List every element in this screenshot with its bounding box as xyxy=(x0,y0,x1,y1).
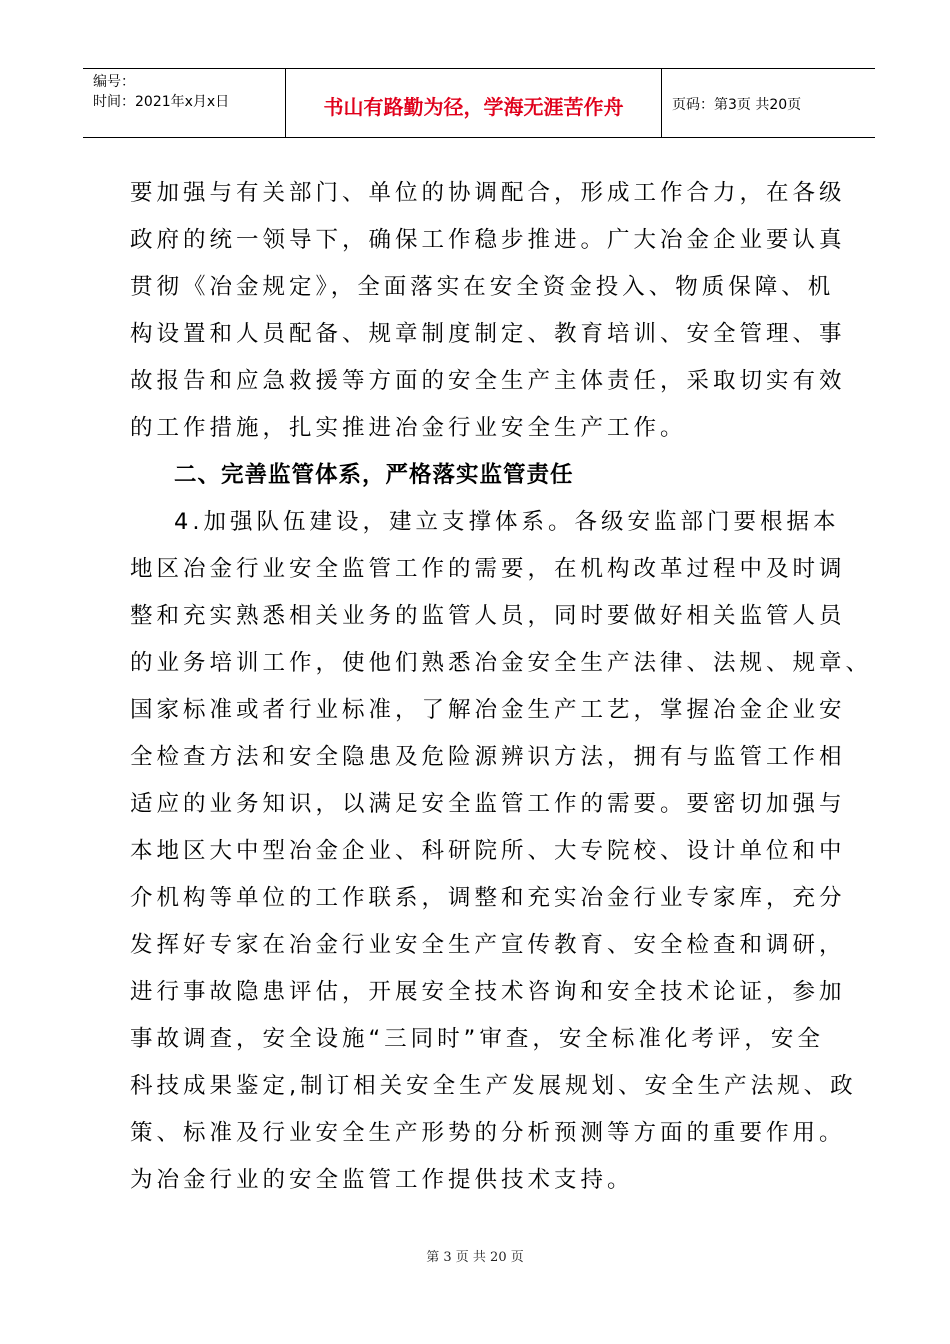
document-time-label: 时间：2021年x月x日 xyxy=(93,94,230,110)
body-line: 要加强与有关部门、单位的协调配合，形成工作合力，在各级 xyxy=(130,180,846,206)
body-line: 的业务培训工作，使他们熟悉冶金安全生产法律、法规、规章、 xyxy=(130,650,873,676)
document-number-label: 编号： xyxy=(93,74,135,90)
page-footer: 第 3 页 共 20 页 xyxy=(426,1250,524,1265)
body-line: 贯彻《冶金规定》，全面落实在安全资金投入、物质保障、机 xyxy=(130,274,835,300)
body-line: 适应的业务知识，以满足安全监管工作的需要。要密切加强与 xyxy=(130,791,846,817)
body-line: 政府的统一领导下，确保工作稳步推进。广大冶金企业要认真 xyxy=(130,227,846,253)
body-line: 4.加强队伍建设，建立支撑体系。各级安监部门要根据本 xyxy=(174,509,840,535)
header-meta-cell xyxy=(83,69,286,137)
motto-text: 书山有路勤为径，学海无涯苦作舟 xyxy=(323,95,624,119)
body-line: 的工作措施，扎实推进冶金行业安全生产工作。 xyxy=(130,415,687,441)
body-line: 事故调查，安全设施“三同时”审查，安全标准化考评，安全 xyxy=(130,1026,824,1052)
body-line: 全检查方法和安全隐患及危险源辨识方法，拥有与监管工作相 xyxy=(130,744,846,770)
body-line: 构设置和人员配备、规章制度制定、教育培训、安全管理、事 xyxy=(130,321,846,347)
header-page-cell xyxy=(662,69,875,137)
body-line: 本地区大中型冶金企业、科研院所、大专院校、设计单位和中 xyxy=(130,838,846,864)
body-line: 为冶金行业的安全监管工作提供技术支持。 xyxy=(130,1167,634,1193)
body-line: 进行事故隐患评估，开展安全技术咨询和安全技术论证，参加 xyxy=(130,979,846,1005)
body-line: 地区冶金行业安全监管工作的需要，在机构改革过程中及时调 xyxy=(130,556,846,582)
section-heading: 二、完善监管体系，严格落实监管责任 xyxy=(174,462,574,488)
document-body xyxy=(130,170,873,1204)
header-motto-cell xyxy=(286,69,662,137)
body-line: 整和充实熟悉相关业务的监管人员，同时要做好相关监管人员 xyxy=(130,603,846,629)
body-line: 故报告和应急救援等方面的安全生产主体责任，采取切实有效 xyxy=(130,368,846,394)
body-line: 国家标准或者行业标准，了解冶金生产工艺，掌握冶金企业安 xyxy=(130,697,846,723)
header-table xyxy=(83,68,875,138)
header-page-number: 页码：第3页 共20页 xyxy=(672,97,802,113)
body-line: 科技成果鉴定,制订相关安全生产发展规划、安全生产法规、政 xyxy=(130,1073,857,1099)
body-line: 发挥好专家在冶金行业安全生产宣传教育、安全检查和调研， xyxy=(130,932,846,958)
body-line: 策、标准及行业安全生产形势的分析预测等方面的重要作用。 xyxy=(130,1120,846,1146)
body-line: 介机构等单位的工作联系，调整和充实冶金行业专家库，充分 xyxy=(130,885,846,911)
